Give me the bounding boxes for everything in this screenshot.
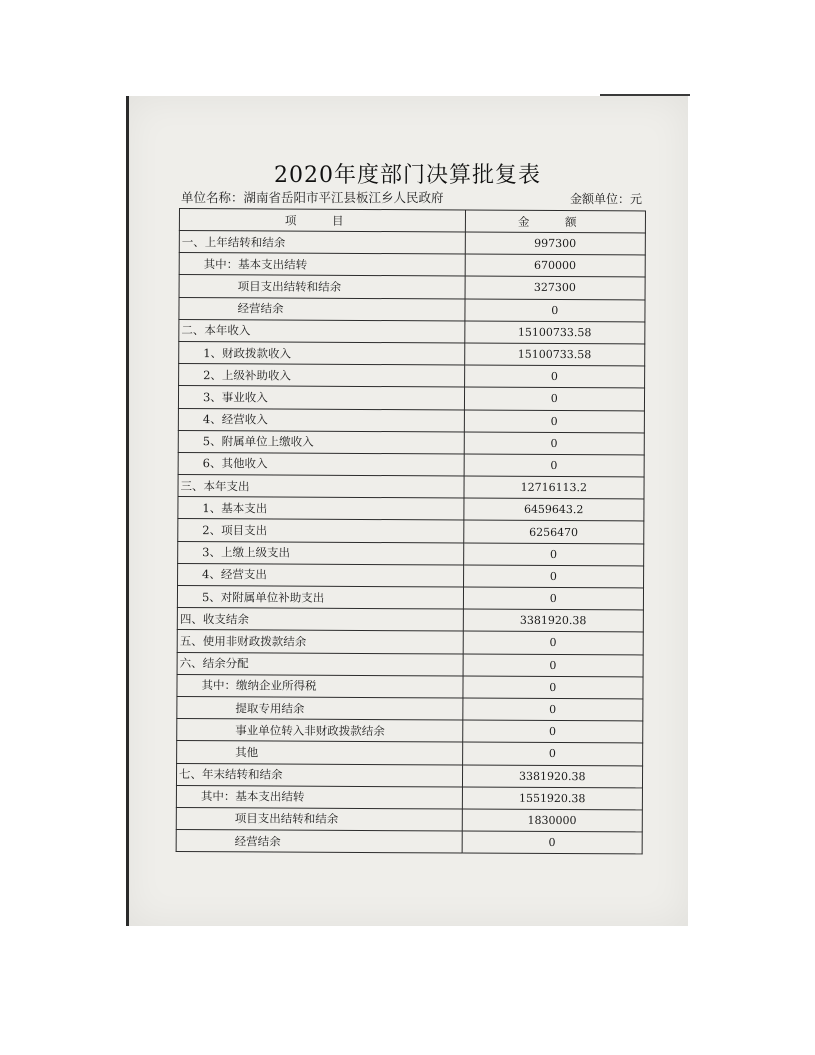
row-label: 六、结余分配 <box>177 652 463 676</box>
row-amount: 0 <box>464 387 645 410</box>
row-amount: 0 <box>463 631 644 654</box>
row-label: 七、年末结转和结余 <box>176 763 462 787</box>
table-header-row <box>179 209 645 233</box>
row-label: 提取专用结余 <box>177 696 463 720</box>
table-row <box>179 297 645 322</box>
row-label: 2、项目支出 <box>178 519 464 543</box>
row-amount: 0 <box>462 831 643 854</box>
table-row <box>179 275 645 300</box>
row-label: 项目支出结转和结余 <box>179 275 465 299</box>
row-label: 4、经营收入 <box>178 408 464 432</box>
table-row <box>177 674 643 699</box>
row-amount: 0 <box>463 587 644 610</box>
row-label: 其中：基本支出结转 <box>179 253 465 277</box>
row-amount: 0 <box>463 565 644 588</box>
row-amount: 3381920.38 <box>463 609 644 632</box>
row-label: 1、基本支出 <box>178 497 464 521</box>
table-row <box>179 231 645 256</box>
row-label: 其他 <box>177 741 463 765</box>
table-row <box>179 341 645 366</box>
row-label: 经营结余 <box>176 830 462 854</box>
table-row <box>178 408 644 433</box>
paper-shadow-edge-top <box>600 94 690 96</box>
row-amount: 15100733.58 <box>464 343 645 366</box>
row-label: 3、事业收入 <box>178 386 464 410</box>
row-amount: 15100733.58 <box>464 321 645 344</box>
row-label: 其中：基本支出结转 <box>176 785 462 809</box>
row-label: 其中：缴纳企业所得税 <box>177 674 463 698</box>
table-row <box>177 652 643 677</box>
table-row <box>178 519 644 544</box>
table-row <box>177 696 643 721</box>
table-row <box>178 386 644 411</box>
row-amount: 0 <box>463 676 644 699</box>
header-amount: 金 额 <box>465 210 646 233</box>
row-label: 2、上级补助收入 <box>179 364 465 388</box>
table-row <box>178 430 644 455</box>
row-label: 四、收支结余 <box>177 608 463 632</box>
row-amount: 0 <box>462 720 643 743</box>
table-row <box>177 630 643 655</box>
table-row <box>179 364 645 389</box>
row-amount: 6459643.2 <box>463 498 644 521</box>
row-amount: 327300 <box>465 276 646 299</box>
row-label: 4、经营支出 <box>178 563 464 587</box>
row-label: 二、本年收入 <box>179 319 465 343</box>
row-amount: 1830000 <box>462 809 643 832</box>
table-row <box>178 475 644 500</box>
table-row <box>179 253 645 278</box>
row-label: 5、对附属单位补助支出 <box>177 585 463 609</box>
table-row <box>178 452 644 477</box>
budget-approval-table <box>176 208 646 855</box>
row-amount: 1551920.38 <box>462 787 643 810</box>
header-item: 项 目 <box>179 209 465 232</box>
row-label: 3、上缴上级支出 <box>178 541 464 565</box>
table-row <box>176 807 642 832</box>
row-amount: 0 <box>462 698 643 721</box>
table-row <box>178 541 644 566</box>
row-amount: 3381920.38 <box>462 764 643 787</box>
row-label: 6、其他收入 <box>178 452 464 476</box>
row-amount: 0 <box>464 454 645 477</box>
row-label: 事业单位转入非财政拨款结余 <box>177 719 463 743</box>
table-row <box>176 785 642 810</box>
row-amount: 0 <box>464 432 645 455</box>
unit-name: 单位名称：湖南省岳阳市平江县板江乡人民政府 <box>181 190 444 205</box>
table-row <box>177 741 643 766</box>
table-row <box>178 497 644 522</box>
row-label: 三、本年支出 <box>178 475 464 499</box>
row-amount: 0 <box>462 742 643 765</box>
row-label: 五、使用非财政拨款结余 <box>177 630 463 654</box>
row-amount: 0 <box>463 654 644 677</box>
paper-shadow-edge <box>126 96 129 926</box>
currency-unit: 金额单位：元 <box>570 192 643 206</box>
row-label: 一、上年结转和结余 <box>179 231 465 255</box>
table-row <box>176 830 642 855</box>
table-row <box>176 763 642 788</box>
row-amount: 997300 <box>465 232 646 255</box>
table-row <box>177 608 643 633</box>
row-amount: 0 <box>464 365 645 388</box>
table-row <box>177 585 643 610</box>
row-label: 1、财政拨款收入 <box>179 341 465 365</box>
row-amount: 0 <box>464 299 645 322</box>
document-title: 2020年度部门决算批复表 <box>274 163 541 188</box>
row-amount: 12716113.2 <box>464 476 645 499</box>
table-row <box>179 319 645 344</box>
row-label: 5、附属单位上缴收入 <box>178 430 464 454</box>
row-amount: 6256470 <box>463 520 644 543</box>
row-label: 项目支出结转和结余 <box>176 807 462 831</box>
row-amount: 670000 <box>465 254 646 277</box>
table-row <box>177 719 643 744</box>
table-row <box>178 563 644 588</box>
row-amount: 0 <box>464 409 645 432</box>
row-amount: 0 <box>463 543 644 566</box>
row-label: 经营结余 <box>179 297 465 321</box>
